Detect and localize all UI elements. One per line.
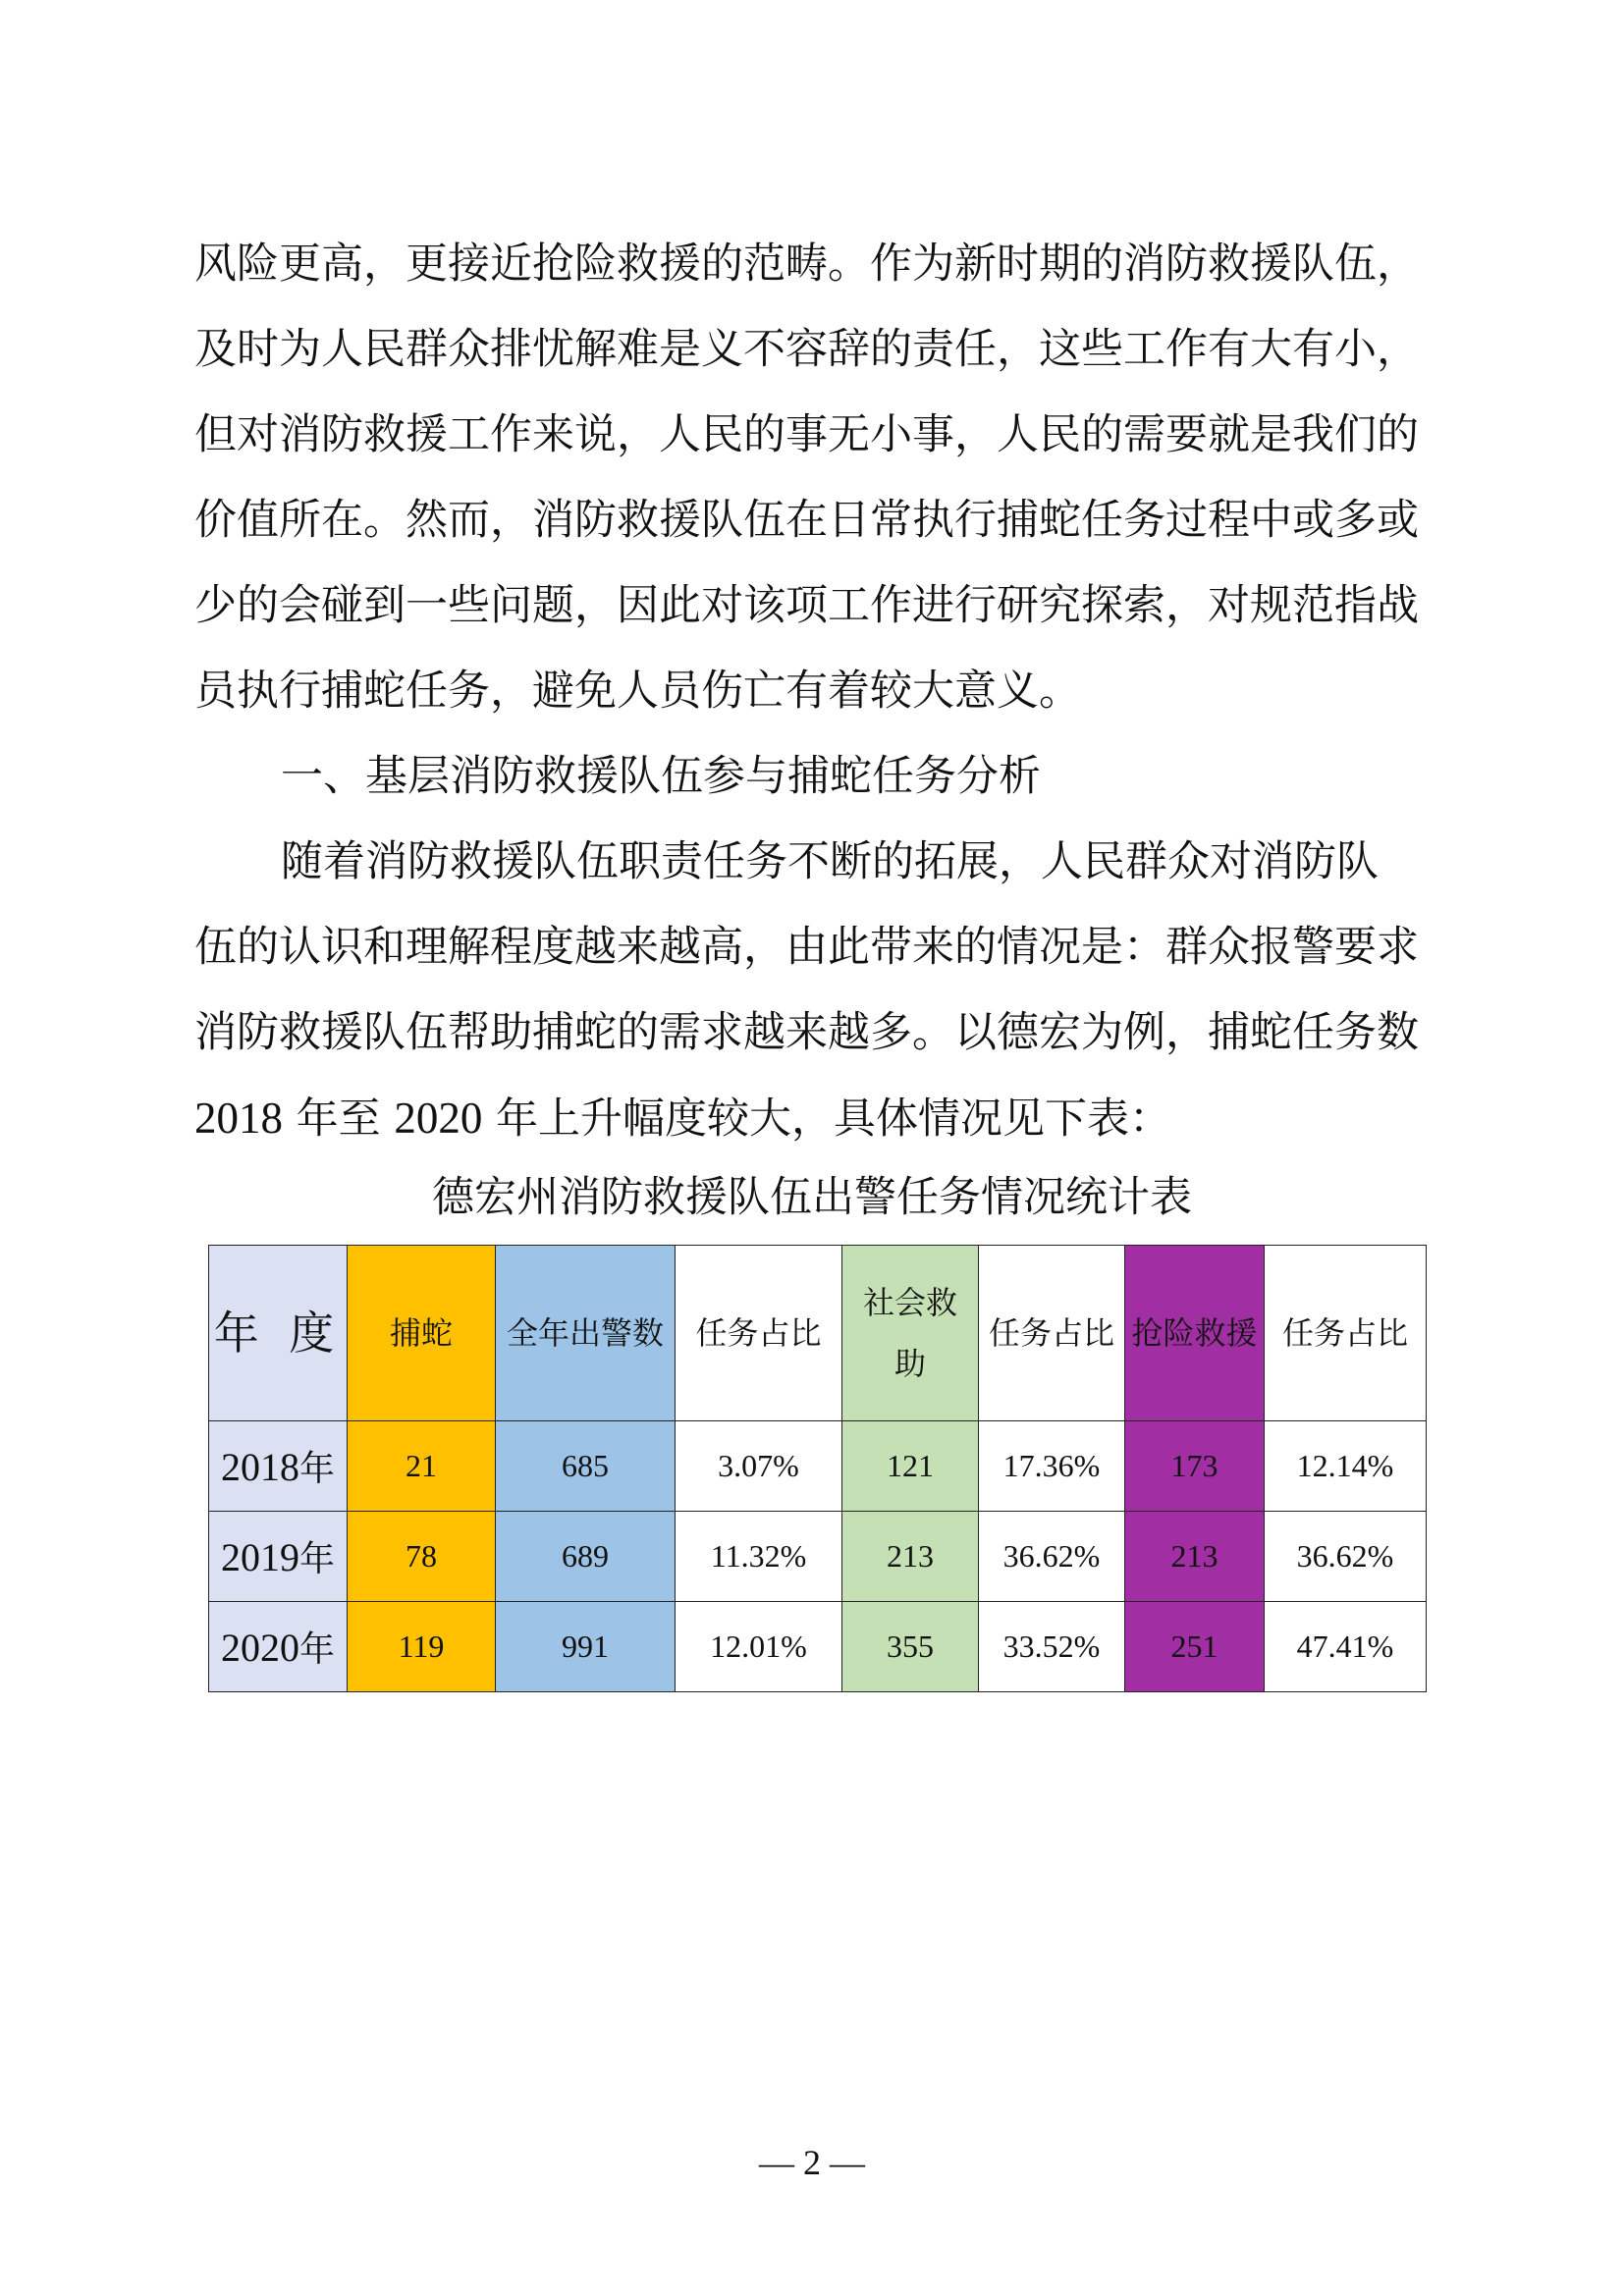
cell-ratio: 11.32%	[676, 1512, 842, 1602]
cell-total: 689	[496, 1512, 676, 1602]
year-unit: 年	[298, 1539, 335, 1579]
body-text	[194, 222, 1451, 1161]
header-ratio: 任务占比	[979, 1246, 1125, 1421]
paragraph-line: 风险更高，更接近抢险救援的范畴。作为新时期的消防救援队伍，	[194, 240, 1419, 289]
section-heading: 一、基层消防救援队伍参与捕蛇任务分析	[281, 752, 1041, 801]
cell-ratio: 33.52%	[979, 1602, 1125, 1692]
cell-social: 213	[842, 1512, 979, 1602]
cell-ratio: 12.14%	[1265, 1421, 1427, 1512]
table-row	[209, 1512, 1427, 1602]
paragraph-line: 但对消防救援工作来说，人民的事无小事，人民的需要就是我们的	[194, 410, 1419, 459]
header-total-calls: 全年出警数	[496, 1246, 676, 1421]
header-ratio: 任务占比	[1265, 1246, 1427, 1421]
table-row	[209, 1602, 1427, 1692]
table-header-row	[209, 1246, 1427, 1421]
cell-ratio: 17.36%	[979, 1421, 1125, 1512]
header-social-assistance	[842, 1246, 979, 1421]
year-unit: 年	[298, 1449, 335, 1489]
page-number: — 2 —	[759, 2143, 865, 2182]
header-social-line: 社会救	[862, 1284, 957, 1321]
statistics-table	[208, 1245, 1427, 1692]
paragraph-text: 年至	[283, 1095, 395, 1144]
year-unit: 年	[298, 1629, 335, 1670]
cell-ratio: 47.41%	[1265, 1602, 1427, 1692]
cell-ratio: 36.62%	[979, 1512, 1125, 1602]
cell-rescue: 251	[1125, 1602, 1265, 1692]
paragraph-line: 价值所在。然而，消防救援队伍在日常执行捕蛇任务过程中或多或	[194, 496, 1419, 545]
paragraph-line: 员执行捕蛇任务，避免人员伤亡有着较大意义。	[194, 667, 1081, 716]
header-year: 年 度	[209, 1246, 348, 1421]
header-ratio: 任务占比	[676, 1246, 842, 1421]
paragraph-line: 消防救援队伍帮助捕蛇的需求越来越多。以德宏为例，捕蛇任务数	[194, 1008, 1419, 1057]
cell-ratio: 36.62%	[1265, 1512, 1427, 1602]
year-text: 2018	[194, 1094, 283, 1143]
cell-ratio: 12.01%	[676, 1602, 842, 1692]
paragraph-line	[194, 1076, 1451, 1161]
paragraph-line: 随着消防救援队伍职责任务不断的拓展，人民群众对消防队	[281, 837, 1379, 886]
cell-snake: 78	[348, 1512, 496, 1602]
year-text: 2020	[394, 1094, 483, 1143]
cell-social: 355	[842, 1602, 979, 1692]
paragraph-text: 年上升幅度较大，具体情况见下表：	[482, 1095, 1172, 1144]
table-row	[209, 1421, 1427, 1512]
table-title: 德宏州消防救援队伍出警任务情况统计表	[432, 1173, 1192, 1222]
cell-snake: 21	[348, 1421, 496, 1512]
year-number: 2020	[220, 1626, 299, 1670]
paragraph-line: 及时为人民群众排忧解难是义不容辞的责任，这些工作有大有小，	[194, 325, 1419, 374]
header-emergency-rescue: 抢险救援	[1125, 1246, 1265, 1421]
cell-rescue: 213	[1125, 1512, 1265, 1602]
cell-rescue: 173	[1125, 1421, 1265, 1512]
cell-social: 121	[842, 1421, 979, 1512]
cell-ratio: 3.07%	[676, 1421, 842, 1512]
cell-snake: 119	[348, 1602, 496, 1692]
header-social-line: 助	[893, 1345, 926, 1382]
cell-year	[209, 1512, 348, 1602]
cell-year	[209, 1421, 348, 1512]
cell-total: 685	[496, 1421, 676, 1512]
cell-total: 991	[496, 1602, 676, 1692]
cell-year	[209, 1602, 348, 1692]
paragraph-line: 伍的认识和理解程度越来越高，由此带来的情况是：群众报警要求	[194, 923, 1419, 972]
header-snake-catching: 捕蛇	[348, 1246, 496, 1421]
year-number: 2018	[220, 1445, 299, 1489]
paragraph-line: 少的会碰到一些问题，因此对该项工作进行研究探索，对规范指战	[194, 581, 1419, 630]
year-number: 2019	[220, 1535, 299, 1579]
